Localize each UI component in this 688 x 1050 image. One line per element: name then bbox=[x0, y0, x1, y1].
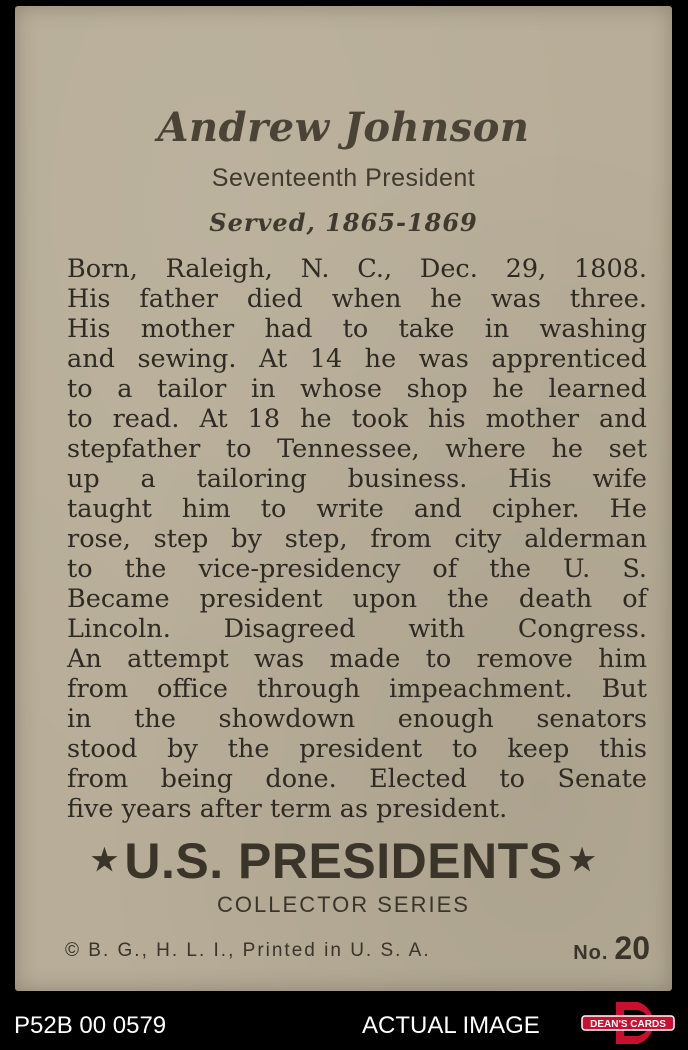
series-title bbox=[15, 832, 672, 890]
bio-line: to the vice-presidency of the U. S. bbox=[67, 554, 647, 584]
card-number-value: 20 bbox=[614, 930, 650, 966]
deans-cards-logo bbox=[580, 1000, 676, 1046]
card-number-label: No. bbox=[573, 942, 609, 964]
bio-line: His father died when he was three. bbox=[67, 284, 647, 314]
biography-text bbox=[67, 254, 647, 824]
bio-line: Lincoln. Disagreed with Congress. bbox=[67, 614, 647, 644]
bio-line: stepfather to Tennessee, where he set bbox=[67, 434, 647, 464]
bio-line: and sewing. At 14 he was apprenticed bbox=[67, 344, 647, 374]
series-subtitle: COLLECTOR SERIES bbox=[217, 892, 470, 917]
star-icon: ★ bbox=[568, 844, 596, 877]
bio-line: An attempt was made to remove him bbox=[67, 644, 647, 674]
trading-card-back bbox=[15, 6, 672, 991]
actual-image-label: ACTUAL IMAGE bbox=[362, 1012, 540, 1039]
star-icon: ★ bbox=[91, 844, 119, 877]
bio-line: up a tailoring business. His wife bbox=[67, 464, 647, 494]
copyright-line: © B. G., H. L. I., Printed in U. S. A. bbox=[65, 940, 431, 961]
bio-line: stood by the president to keep this bbox=[67, 734, 647, 764]
bio-line: rose, step by step, from city alderman bbox=[67, 524, 647, 554]
bio-line: in the showdown enough senators bbox=[67, 704, 647, 734]
card-number bbox=[573, 930, 650, 967]
bio-line: His mother had to take in washing bbox=[67, 314, 647, 344]
logo-text: DEAN'S CARDS bbox=[590, 1019, 666, 1030]
president-signature: Andrew Johnson bbox=[157, 104, 530, 151]
bio-line: from office through impeachment. But bbox=[67, 674, 647, 704]
bio-line: five years after term as president. bbox=[67, 794, 508, 824]
bio-line: from being done. Elected to Senate bbox=[67, 764, 647, 794]
bio-line: taught him to write and cipher. He bbox=[67, 494, 647, 524]
bio-line: to read. At 18 he took his mother and bbox=[67, 404, 647, 434]
term-served: Served, 1865-1869 bbox=[209, 208, 478, 237]
bio-line: Born, Raleigh, N. C., Dec. 29, 1808. bbox=[67, 254, 647, 284]
president-ordinal: Seventeenth President bbox=[211, 164, 476, 192]
bio-line: to a tailor in whose shop he learned bbox=[67, 374, 647, 404]
series-title-text: U.S. PRESIDENTS bbox=[124, 833, 563, 889]
cert-id: P52B 00 0579 bbox=[14, 1012, 167, 1039]
bio-line: Became president upon the death of bbox=[67, 584, 647, 614]
